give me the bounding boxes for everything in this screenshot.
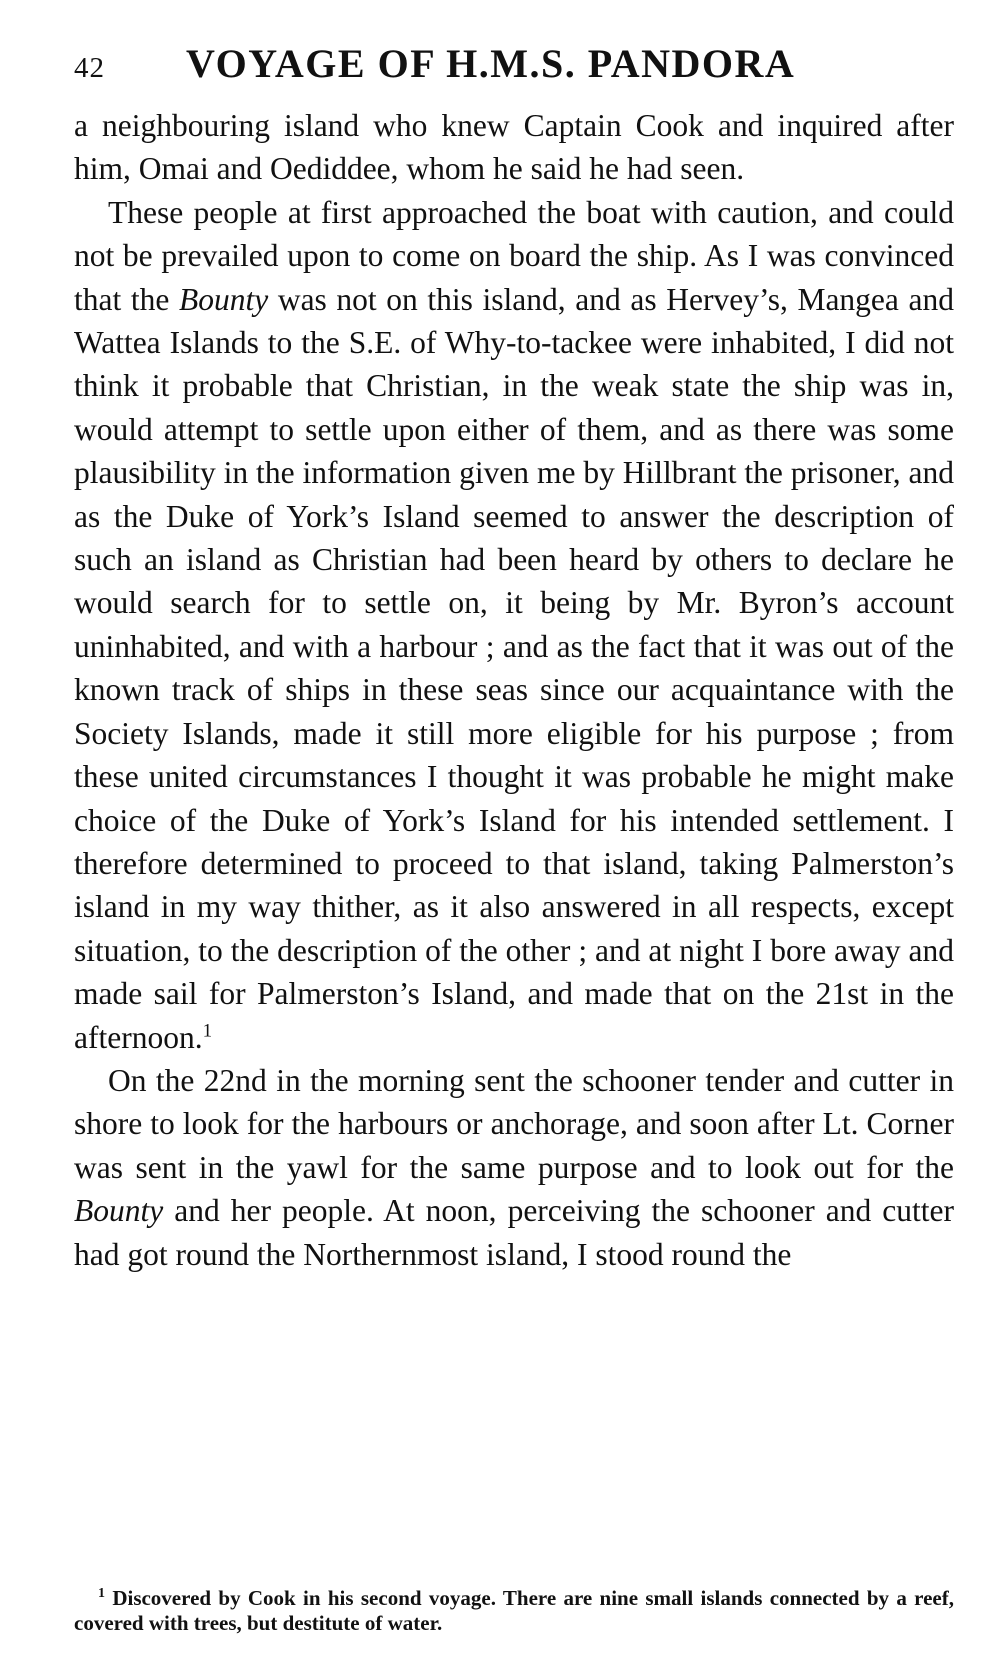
footnote [74, 1586, 954, 1636]
running-header [74, 38, 954, 98]
paragraph-2-text-a: These people at first approached the boat with caution, and could not be prevailed upon to come on board the ship. As I was convinced that the [74, 194, 954, 317]
page-number: 42 [74, 52, 105, 84]
paragraph-2-text-b: was not on this island, and as Hervey’s, Mangea and Wattea Islands to the S.E. of Why-to-tackee were inhabited, I did not think it probable that Christian, in the weak state the ship was in, would attempt to settle upon either of them, and as there was some plausibility in the information given me by Hillbrant the prisoner, and as the Duke of York’s Island seemed to answer the description of such an island as Christian had been heard by others to declare he would search for to settle on, it being by Mr. Byron’s account uninhabited, and with a harbour ; and as the fact that it was out of the known track of ships in these seas since our acquaintance with the Society Islands, made it still more eligible for his purpose ; from these united circumstances I thought it was probable he might make choice of the Duke of York’s Island for his intended settlement. I therefore determined to proceed to that island, taking Palmerston’s island in my way thither, as it also answered in all respects, except situation, to the description of the other ; and at night I bore away and made sail for Palmerston’s Island, and made that on the 21st in the afternoon. [74, 281, 954, 1055]
paragraph-continued [74, 104, 954, 191]
paragraph-3 [74, 1059, 954, 1276]
ship-name-bounty: Bounty [74, 1193, 164, 1229]
footnote-reference: 1 [202, 1020, 213, 1042]
footnote-text: Discovered by Cook in his second voyage. There are nine small islands connected by a reef, covered with trees, but destitute of water. [74, 1586, 954, 1635]
paragraph-2 [74, 191, 954, 1059]
paragraph-3-text-a: On the 22nd in the morning sent the schooner tender and cutter in shore to look for the harbours or anchorage, and soon after Lt. Corner was sent in the yawl for the same purpose and to look out for the [74, 1062, 954, 1185]
paragraph-3-text-b: and her people. At noon, perceiving the schooner and cutter had got round the Northernmost island, I stood round the [74, 1193, 954, 1272]
paragraph-1-text: a neighbouring island who knew Captain Cook and inquired after him, Omai and Oediddee, whom he said he had seen. [74, 108, 954, 187]
body-text [74, 104, 954, 1276]
footnote-mark: 1 [98, 1586, 105, 1601]
footnotes [74, 1586, 954, 1636]
running-title: VOYAGE OF H.M.S. PANDORA [186, 41, 796, 86]
ship-name-bounty: Bounty [178, 281, 269, 317]
